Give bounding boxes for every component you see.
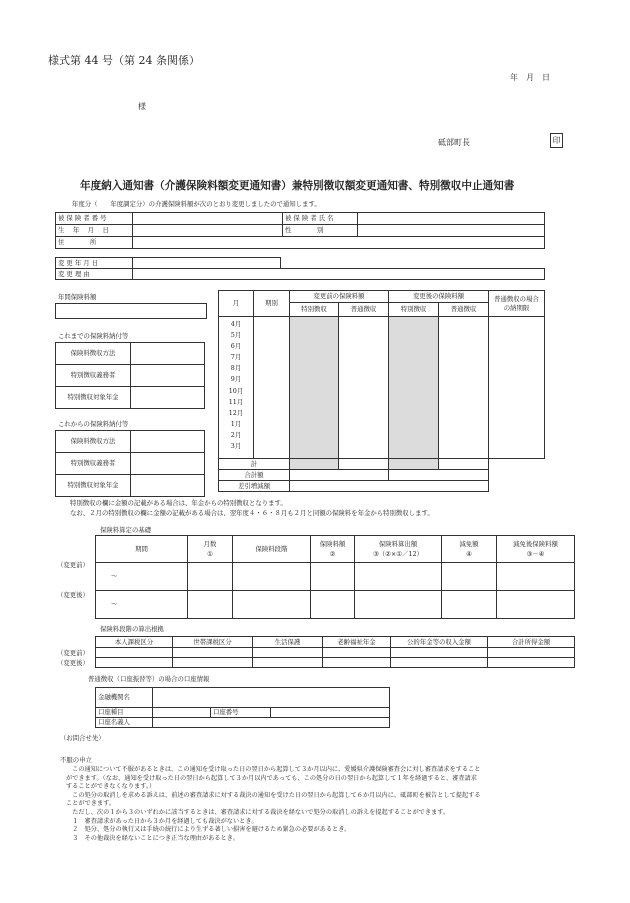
- stage-before-4: [323, 648, 391, 658]
- annual-premium-label: 年間保険料額: [58, 293, 97, 301]
- appeal-line-8: ２ 処分、処分の執行又は手続の続行により生ずる著しい損害を避けるため緊急の必要があるとき。: [66, 826, 351, 834]
- stage-before-1: [96, 648, 173, 658]
- month-5: 5月: [230, 331, 242, 340]
- appeal-line-7: １ 審査請求があった日から３か月を経過しても裁決がないとき。: [66, 817, 258, 825]
- stage-before-5: [391, 648, 488, 658]
- address-value: [133, 237, 545, 249]
- appeal-line-2: ができます。（なお、通知を受け取った日の翌日から起算して３か月以内であっても、この処分の日の翌日から起算して１年を経過すると、審査請求: [66, 774, 477, 782]
- issue-date: 年 月 日: [510, 73, 550, 82]
- appeal-line-4: この処分の取消しを求める訴えは、前述の審査請求に対する裁決の通知を受けた日の翌日から起算して６か月以内に、砥部町を被告として提起する: [66, 791, 481, 799]
- basis-period-header: 期間: [96, 536, 188, 563]
- grand-total-blank: [489, 470, 545, 481]
- birthdate-label: 生 年 月 日: [56, 225, 133, 237]
- basis-after-reduction: [442, 591, 497, 619]
- stage-household-tax-header: 世帯課税区分: [173, 637, 253, 648]
- stage-total-income-header: 合計所得金額: [488, 637, 575, 648]
- previous-payment-label: これまでの保険料納付等: [58, 332, 129, 340]
- basis-table: [95, 535, 575, 619]
- basis-before-reduction: [442, 563, 497, 591]
- diff-value: [290, 481, 489, 492]
- month-list: [219, 317, 254, 459]
- stage-old-age-pension-header: 老齢福祉年金: [323, 637, 391, 648]
- basis-before-calc: [355, 563, 442, 591]
- total-after-special: [389, 459, 439, 470]
- basis-calc-header: 保険料算出額 ③（②×①／12）: [355, 536, 442, 563]
- before-special-header: 特別徴収: [290, 303, 339, 317]
- basis-before-period: ～: [96, 563, 188, 591]
- stage-section-label: 保険料段階の算出根拠: [100, 625, 164, 633]
- next-method-value: [131, 431, 205, 453]
- stage-public-pension-header: 公的年金等の収入金額: [391, 637, 488, 648]
- note-line-2: なお、２月の特別徴収の欄に金額の記載がある場合は、翌年度４・６・８月も２月と同額の保険料を年金から特別徴収します。: [70, 509, 434, 517]
- grand-total-label: 合計額: [219, 470, 290, 481]
- basis-before-final: [497, 563, 575, 591]
- insured-name-value: [358, 213, 545, 225]
- prev-pension-value: [131, 387, 205, 409]
- basis-premium-header: 保険料額 ②: [311, 536, 355, 563]
- stage-before-3: [253, 648, 323, 658]
- stage-after-2: [173, 658, 253, 668]
- next-obligor-value: [131, 453, 205, 475]
- diff-blank: [489, 481, 545, 492]
- basis-months-header: 月数 ①: [188, 536, 233, 563]
- account-holder-value: [153, 718, 390, 728]
- issuer-name: 砥部町長: [438, 138, 470, 147]
- page-title: 年度納入通知書（介護保険料額変更通知書）兼特別徴収額変更通知書、特別徴収中止通知書: [80, 180, 515, 192]
- after-normal-column: [439, 317, 489, 459]
- stage-after-5: [391, 658, 488, 668]
- deadline-column: [489, 317, 545, 459]
- month-2: 2月: [230, 430, 242, 439]
- stage-after-4: [323, 658, 391, 668]
- before-special-column: [290, 317, 339, 459]
- stage-before-6: [488, 648, 575, 658]
- gender-value: [358, 225, 545, 237]
- month-1: 1月: [230, 419, 242, 428]
- appeal-body: [66, 766, 586, 843]
- period-column: [254, 317, 290, 459]
- basis-before-premium: [311, 563, 355, 591]
- basis-reduction-header: 減免額 ④: [442, 536, 497, 563]
- before-normal-column: [339, 317, 389, 459]
- appeal-line-3: することができなくなります。）: [66, 783, 156, 791]
- deadline-header: 普通徴収の場合の納期限: [489, 291, 545, 317]
- basis-after-reduction-header: 減免後保険料額 ③－④: [497, 536, 575, 563]
- basis-row-after-label: （変更後）: [57, 591, 89, 599]
- next-pension-value: [131, 475, 205, 497]
- stage-after-3: [253, 658, 323, 668]
- account-type-value: [153, 708, 211, 718]
- month-4: 4月: [230, 320, 242, 328]
- prev-obligor-value: [131, 365, 205, 387]
- diff-label: 差引増減額: [219, 481, 290, 492]
- stage-after-1: [96, 658, 173, 668]
- basis-after-premium: [311, 591, 355, 619]
- account-type-label: 口座種目: [96, 708, 153, 718]
- total-after-normal: [439, 459, 489, 470]
- total-before-normal: [339, 459, 389, 470]
- appeal-line-9: ３ その他裁決を経ないことにつき正当な理由があるとき。: [66, 834, 239, 842]
- bank-name-value: [153, 688, 390, 708]
- insured-name-label: 被 保 険 者 氏 名: [283, 213, 358, 225]
- bank-table: [95, 687, 390, 728]
- prev-pension-label: 特別徴収対象年金: [56, 387, 131, 409]
- seal-mark: 印: [550, 133, 563, 148]
- recipient-suffix: 様: [138, 102, 146, 111]
- grand-total-before: [290, 470, 389, 481]
- total-label: 計: [219, 459, 290, 470]
- change-date-value: [133, 258, 281, 269]
- birthdate-value: [133, 225, 283, 237]
- intro-text: 年度分（ 年度調定分）の介護保険料額が次のとおり変更しましたので通知します。: [72, 200, 321, 208]
- before-header: 変更前の保険料額: [290, 291, 389, 303]
- basis-after-stage: [233, 591, 311, 619]
- month-8: 8月: [230, 364, 242, 373]
- month-6: 6月: [230, 342, 242, 351]
- prev-obligor-label: 特別徴収義務者: [56, 365, 131, 387]
- month-10: 10月: [228, 386, 244, 395]
- before-normal-header: 普通徴収: [339, 303, 389, 317]
- stage-row-after-label: （変更後）: [57, 659, 89, 667]
- period-header: 期別: [254, 291, 290, 317]
- account-holder-label: 口座名義人: [96, 718, 153, 728]
- change-date-label: 変 更 年 月 日: [56, 258, 133, 269]
- basis-section-label: 保険料算定の基礎: [100, 526, 152, 534]
- stage-own-tax-header: 本人課税区分: [96, 637, 173, 648]
- stage-table: [95, 636, 575, 668]
- address-label: 住 所: [56, 237, 133, 249]
- account-number-label: 口座番号: [211, 708, 271, 718]
- after-special-header: 特別徴収: [389, 303, 439, 317]
- basis-after-period: ～: [96, 591, 188, 619]
- stage-welfare-header: 生活保護: [253, 637, 323, 648]
- change-reason-table: [55, 268, 545, 280]
- prev-method-value: [131, 343, 205, 365]
- after-special-column: [389, 317, 439, 459]
- basis-after-calc: [355, 591, 442, 619]
- grand-total-after: [389, 470, 489, 481]
- basis-before-stage: [233, 563, 311, 591]
- next-obligor-label: 特別徴収義務者: [56, 453, 131, 475]
- basis-row-before-label: （変更前）: [57, 561, 89, 569]
- next-method-label: 保険料徴収方法: [56, 431, 131, 453]
- change-reason-label: 変 更 理 由: [56, 269, 133, 280]
- month-9: 9月: [230, 375, 242, 384]
- annual-premium-box: [55, 303, 207, 319]
- next-pension-label: 特別徴収対象年金: [56, 475, 131, 497]
- form-number: 様式第 44 号（第 24 条関係）: [48, 54, 200, 67]
- stage-row-before-label: （変更前）: [57, 649, 89, 657]
- month-11: 11月: [228, 397, 244, 406]
- monthly-premium-table: [218, 290, 545, 492]
- personal-info-table: [55, 212, 545, 249]
- after-header: 変更後の保険料額: [389, 291, 489, 303]
- appeal-line-1: この通知について不服があるときは、この通知を受け取った日の翌日から起算して３か月以内に、愛媛県介護保険審査会に対し審査請求をすること: [66, 766, 481, 773]
- gender-label: 性 別: [283, 225, 358, 237]
- next-payment-label: これからの保険料納付等: [58, 420, 129, 428]
- note-line-1: 特別徴収の欄に金額の記載がある場合は、年金からの特別徴収となります。: [70, 499, 287, 507]
- appeal-heading: 不服の申立: [60, 756, 92, 764]
- appeal-line-6: ただし、次の１から３のいずれかに該当するときは、審査請求に対する裁決を経ないで処分の取消しの訴えを提起することができます。: [66, 808, 450, 816]
- month-7: 7月: [230, 353, 242, 362]
- month-header: 月: [219, 291, 254, 317]
- month-12: 12月: [228, 408, 244, 417]
- account-number-value: [271, 708, 390, 718]
- bank-name-label: 金融機関名: [96, 688, 153, 708]
- insured-number-label: 被 保 険 者 番 号: [56, 213, 133, 225]
- after-normal-header: 普通徴収: [439, 303, 489, 317]
- total-before-special: [290, 459, 339, 470]
- basis-after-months: [188, 591, 233, 619]
- appeal-line-5: ことができます。: [66, 800, 116, 808]
- stage-before-2: [173, 648, 253, 658]
- previous-payment-table: [55, 342, 205, 409]
- month-3: 3月: [230, 442, 242, 451]
- total-blank: [489, 459, 545, 470]
- next-payment-table: [55, 430, 205, 497]
- basis-stage-header: 保険料段階: [233, 536, 311, 563]
- bank-section-label: 普通徴収（口座振替等）の場合の口座情報: [88, 675, 210, 683]
- prev-method-label: 保険料徴収方法: [56, 343, 131, 365]
- change-reason-value: [133, 269, 545, 280]
- basis-after-final: [497, 591, 575, 619]
- insured-number-value: [133, 213, 283, 225]
- contact-label: （お問合せ先）: [60, 734, 105, 742]
- stage-after-6: [488, 658, 575, 668]
- basis-before-months: [188, 563, 233, 591]
